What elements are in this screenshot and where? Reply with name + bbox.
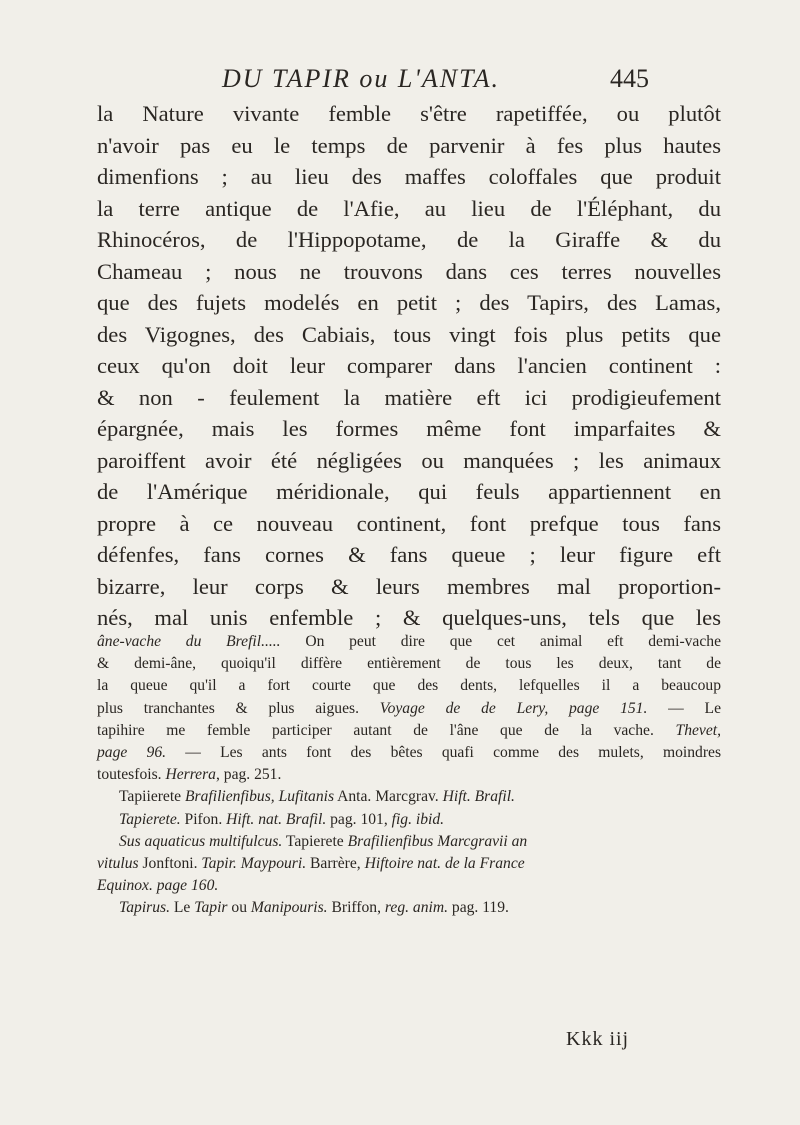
note-text: ou	[227, 899, 251, 917]
note-text: toutesfois.	[97, 766, 166, 784]
note-italic: Equinox. page 160.	[97, 877, 219, 895]
note-line	[97, 742, 721, 764]
text-line: la Nature vivante femble s'être rapetiffée, ou plutôt	[97, 101, 721, 126]
note-line: & demi-âne, quoiqu'il diffère entièrement de tous les deux, tant de	[97, 655, 721, 673]
note-italic: page 96.	[97, 744, 167, 762]
note-italic: Voyage de de Lery, page 151.	[379, 699, 648, 717]
note-text: Pifon.	[180, 810, 227, 828]
running-title: DU TAPIR ou L'ANTA.	[222, 64, 501, 93]
note-text: Barrère,	[306, 855, 365, 873]
note-italic: Thevet,	[675, 721, 721, 739]
note-italic: âne-vache du Brefil.....	[97, 633, 281, 650]
note-text: , pag. 251.	[215, 766, 282, 784]
note-text: pag. 119.	[448, 899, 509, 917]
note-text: Tapiierete	[119, 788, 186, 806]
text-line: dimenfions ; au lieu des maffes coloffales que produit	[97, 164, 721, 189]
note-italic: Hift. Brafil.	[442, 788, 515, 806]
signature-mark: Kkk iij	[566, 1028, 630, 1050]
page-number: 445	[610, 64, 649, 93]
footnotes	[97, 631, 721, 920]
text-line: paroiffent avoir été négligées ou manquées ; les animaux	[97, 447, 721, 473]
note-italic: vitulus	[97, 855, 139, 873]
note-text: pag. 101,	[326, 810, 392, 828]
note-text: On peut dire que cet animal eft demi-vache	[280, 633, 721, 650]
synonym-entry	[97, 897, 721, 919]
note-italic: Manipouris.	[250, 899, 328, 917]
note-italic: Tapir	[194, 899, 228, 917]
text-line: nés, mal unis enfemble ; & quelques-uns, tels que les	[97, 605, 721, 630]
running-header	[222, 64, 662, 94]
note-text: — Les ants font des bêtes quafi comme des mulets, moindres	[166, 744, 722, 762]
text-line: bizarre, leur corps & leurs membres mal proportion-	[97, 573, 721, 599]
note-line: la queue qu'il a fort courte que des dents, lefquelles il a beaucoup	[97, 677, 721, 695]
note-line	[97, 631, 721, 653]
note-text: Briffon,	[327, 899, 385, 917]
text-line: & non - feulement la matière eft ici prodigieufement	[97, 384, 721, 410]
note-line	[97, 720, 721, 742]
note-italic: Herrera	[165, 766, 216, 784]
note-italic: Tapirus.	[119, 899, 170, 917]
text-line: n'avoir pas eu le temps de parvenir à fes plus hautes	[97, 132, 721, 158]
note-text: Anta. Marcgrav.	[334, 788, 443, 806]
text-line: que des fujets modelés en petit ; des Tapirs, des Lamas,	[97, 290, 721, 315]
note-italic: Brafilienfibus Marcgravii an	[347, 832, 528, 850]
main-text	[97, 98, 721, 634]
text-line: la terre antique de l'Afie, au lieu de l'Éléphant, du	[97, 195, 721, 221]
synonym-entry	[97, 853, 721, 875]
text-line: épargnée, mais les formes même font imparfaites &	[97, 416, 721, 441]
note-text: plus tranchantes & plus aigues.	[97, 699, 380, 717]
text-line: Rhinocéros, de l'Hippopotame, de la Giraffe & du	[97, 227, 721, 252]
synonym-entry	[97, 875, 721, 897]
note-italic: Sus aquaticus multifulcus.	[119, 832, 283, 850]
text-line: défenfes, fans cornes & fans queue ; leur figure eft	[97, 542, 721, 567]
note-line	[97, 698, 721, 720]
note-italic: reg. anim.	[384, 899, 448, 917]
note-text: tapihire me femble participer autant de l'âne que de la vache.	[97, 721, 676, 739]
note-text: Jonftoni.	[138, 855, 202, 873]
synonym-entry	[97, 786, 721, 808]
note-text: — Le	[647, 699, 721, 717]
note-italic: Tapierete.	[119, 810, 181, 828]
note-italic: Tapir. Maypouri.	[201, 855, 307, 873]
text-line: Chameau ; nous ne trouvons dans ces terres nouvelles	[97, 258, 721, 284]
note-text: Le	[170, 899, 195, 917]
synonym-entry	[97, 809, 721, 831]
note-italic: Brafilienfibus, Lufitanis	[185, 788, 335, 806]
note-text: Tapierete	[282, 832, 348, 850]
text-line: ceux qu'on doit leur comparer dans l'ancien continent :	[97, 353, 721, 378]
text-line: de l'Amérique méridionale, qui feuls appartiennent en	[97, 479, 721, 504]
text-line: propre à ce nouveau continent, font prefque tous fans	[97, 510, 721, 536]
synonym-entry	[97, 831, 721, 853]
text-line: des Vigognes, des Cabiais, tous vingt fois plus petits que	[97, 321, 721, 347]
note-line	[97, 764, 721, 786]
note-italic: Hiftoire nat. de la France	[364, 855, 525, 873]
note-italic: Hift. nat. Brafil.	[226, 810, 327, 828]
note-italic: fig. ibid.	[391, 810, 445, 828]
